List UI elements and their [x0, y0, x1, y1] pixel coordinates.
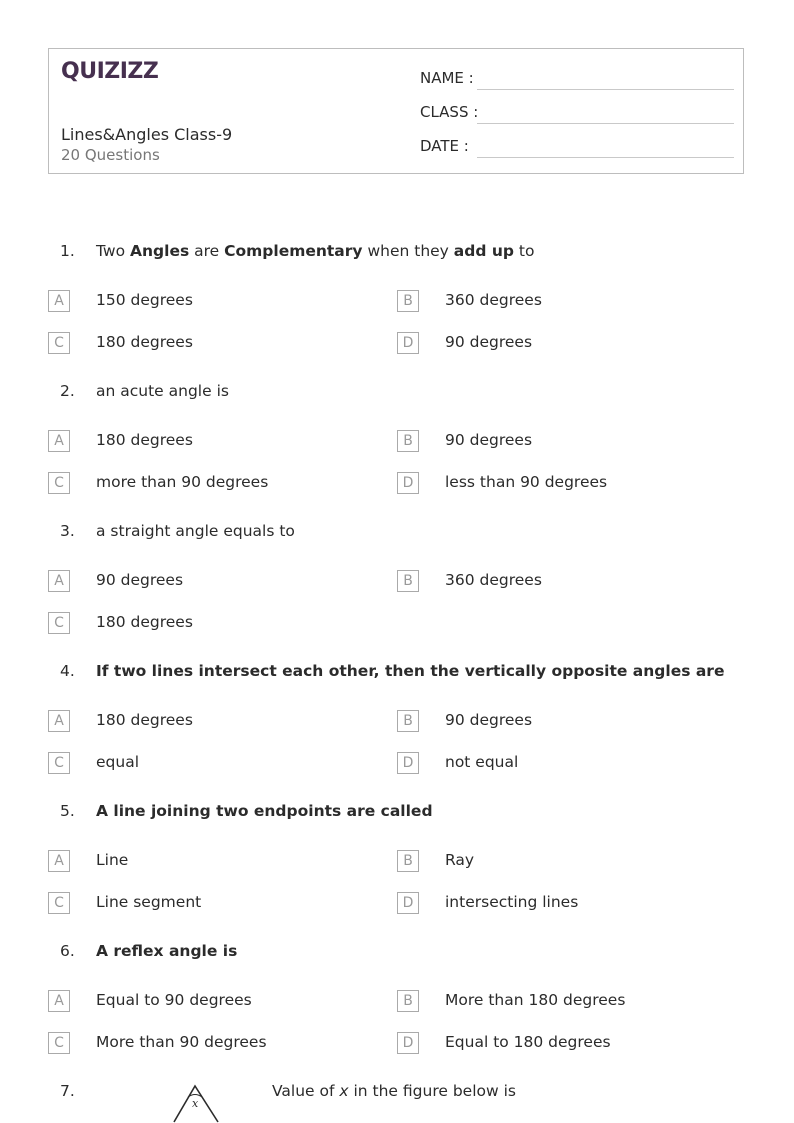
option-box-d[interactable]: D: [397, 752, 419, 774]
class-line[interactable]: [477, 123, 734, 124]
angle-variable-label: x: [192, 1097, 199, 1110]
option-box-a[interactable]: A: [48, 430, 70, 452]
question-number: 5.: [60, 802, 75, 820]
question-text: Two Angles are Complementary when they add up to: [96, 242, 535, 260]
date-label: DATE :: [420, 137, 469, 155]
question-number: 4.: [60, 662, 75, 680]
option-text: less than 90 degrees: [445, 473, 608, 491]
question-text: an acute angle is: [96, 382, 229, 400]
option-box-b[interactable]: B: [397, 850, 419, 872]
option-box-c[interactable]: C: [48, 332, 70, 354]
option-text: Line segment: [96, 893, 202, 911]
option-text: 90 degrees: [445, 431, 533, 449]
option-box-d[interactable]: D: [397, 1032, 419, 1054]
question-text: a straight angle equals to: [96, 522, 295, 540]
option-text: Line: [96, 851, 129, 869]
option-box-b[interactable]: B: [397, 710, 419, 732]
class-field[interactable]: [420, 103, 734, 127]
option-box-a[interactable]: A: [48, 290, 70, 312]
option-text: 180 degrees: [96, 613, 193, 631]
option-text: Equal to 180 degrees: [445, 1033, 611, 1051]
option-text: Ray: [445, 851, 475, 869]
option-box-a[interactable]: A: [48, 710, 70, 732]
option-text: intersecting lines: [445, 893, 579, 911]
option-box-c[interactable]: C: [48, 752, 70, 774]
question-text: A line joining two endpoints are called: [96, 802, 433, 820]
option-text: 90 degrees: [445, 711, 533, 729]
question-number: 2.: [60, 382, 75, 400]
option-box-b[interactable]: B: [397, 290, 419, 312]
question-number: 3.: [60, 522, 75, 540]
option-box-d[interactable]: D: [397, 892, 419, 914]
option-text: More than 90 degrees: [96, 1033, 267, 1051]
option-text: 90 degrees: [96, 571, 184, 589]
option-text: more than 90 degrees: [96, 473, 269, 491]
option-text: More than 180 degrees: [445, 991, 626, 1009]
option-text: equal: [96, 753, 140, 771]
question-text: A reflex angle is: [96, 942, 238, 960]
option-text: 150 degrees: [96, 291, 193, 309]
option-text: 180 degrees: [96, 333, 193, 351]
name-label: NAME :: [420, 69, 474, 87]
option-box-a[interactable]: A: [48, 990, 70, 1012]
option-text: 360 degrees: [445, 291, 542, 309]
option-text: 180 degrees: [96, 431, 193, 449]
class-label: CLASS :: [420, 103, 479, 121]
option-box-a[interactable]: A: [48, 570, 70, 592]
worksheet-header: [48, 48, 744, 174]
option-box-b[interactable]: B: [397, 990, 419, 1012]
option-text: Equal to 90 degrees: [96, 991, 252, 1009]
option-box-b[interactable]: B: [397, 430, 419, 452]
option-text: 180 degrees: [96, 711, 193, 729]
question-text: If two lines intersect each other, then the vertically opposite angles are: [96, 662, 725, 680]
option-text: 360 degrees: [445, 571, 542, 589]
angle-figure: [170, 1082, 226, 1123]
question-count: 20 Questions: [61, 146, 160, 164]
date-line[interactable]: [477, 157, 734, 158]
option-box-c[interactable]: C: [48, 472, 70, 494]
question-number: 7.: [60, 1082, 75, 1100]
question-text: Value of x in the figure below is: [272, 1082, 516, 1100]
option-box-a[interactable]: A: [48, 850, 70, 872]
option-box-c[interactable]: C: [48, 1032, 70, 1054]
option-box-b[interactable]: B: [397, 570, 419, 592]
option-box-d[interactable]: D: [397, 472, 419, 494]
option-text: 90 degrees: [445, 333, 533, 351]
question-number: 1.: [60, 242, 75, 260]
worksheet-title: Lines&Angles Class-9: [61, 125, 233, 144]
name-line[interactable]: [477, 89, 734, 90]
name-field[interactable]: [420, 69, 734, 93]
option-box-d[interactable]: D: [397, 332, 419, 354]
quizizz-logo: QUIZIZZ: [61, 59, 159, 84]
option-box-c[interactable]: C: [48, 612, 70, 634]
option-box-c[interactable]: C: [48, 892, 70, 914]
date-field[interactable]: [420, 137, 734, 161]
question-number: 6.: [60, 942, 75, 960]
option-text: not equal: [445, 753, 519, 771]
